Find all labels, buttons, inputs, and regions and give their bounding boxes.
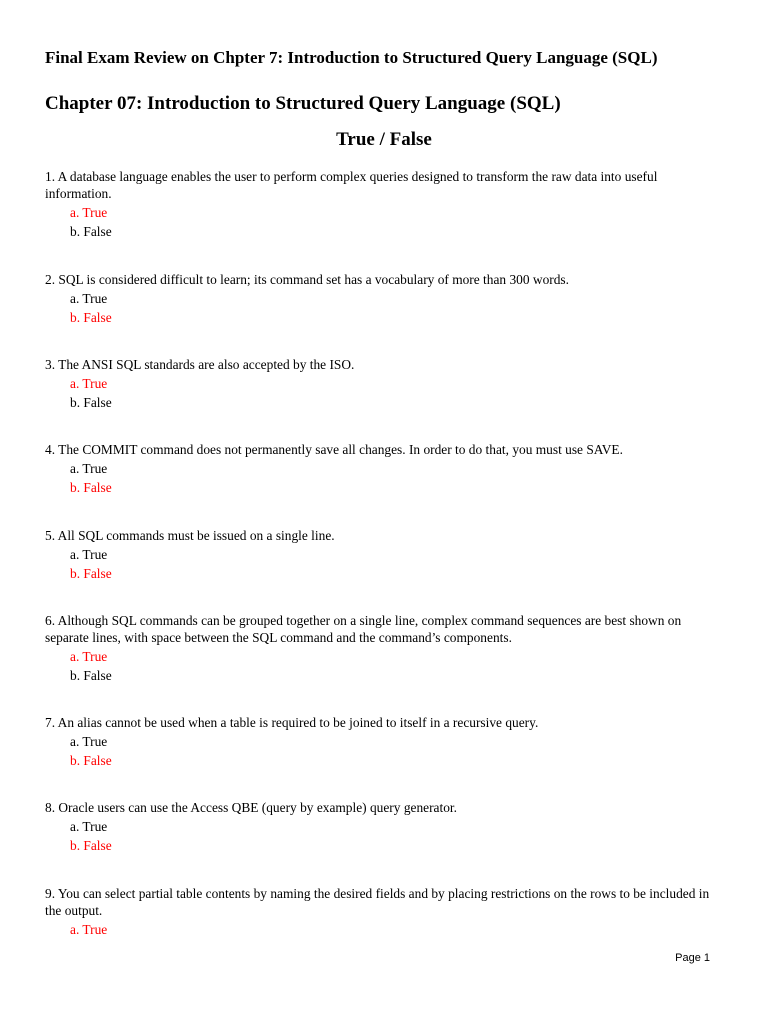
answer-option-false: b. False <box>70 838 112 853</box>
answer-option-false: b. False <box>70 224 112 239</box>
answer-option-false: b. False <box>70 480 112 495</box>
answer-option-true: a. True <box>70 291 108 306</box>
question-text: 3. The ANSI SQL standards are also accepted by the ISO. <box>45 357 355 372</box>
answer-option-false: b. False <box>70 566 112 581</box>
question-item <box>45 885 717 938</box>
page-number: Page 1 <box>675 952 710 964</box>
answer-option-true: a. True <box>70 819 108 834</box>
section-title: True / False <box>336 129 432 150</box>
question-text: 2. SQL is considered difficult to learn; its command set has a vocabulary of more than 300 words. <box>45 272 569 287</box>
document-title: Final Exam Review on Chpter 7: Introduction to Structured Query Language (SQL) <box>45 48 658 67</box>
chapter-title: Chapter 07: Introduction to Structured Query Language (SQL) <box>45 93 561 114</box>
question-text: 5. All SQL commands must be issued on a single line. <box>45 528 335 543</box>
answer-option-true: a. True <box>70 547 108 562</box>
question-text: 4. The COMMIT command does not permanently save all changes. In order to do that, you must use SAVE. <box>45 442 623 457</box>
question-item <box>45 356 717 411</box>
question-text: 9. You can select partial table contents by naming the desired fields and by placing restrictions on the rows to be included in the output. <box>45 886 710 918</box>
question-item <box>45 612 717 684</box>
answer-option-true: a. True <box>70 376 108 391</box>
question-item <box>45 271 717 326</box>
answer-option-false: b. False <box>70 395 112 410</box>
question-item <box>45 441 717 496</box>
question-item <box>45 714 717 769</box>
answer-option-false: b. False <box>70 753 112 768</box>
question-item <box>45 527 717 582</box>
question-text: 8. Oracle users can use the Access QBE (query by example) query generator. <box>45 800 457 815</box>
answer-option-true: a. True <box>70 205 108 220</box>
question-text: 6. Although SQL commands can be grouped together on a single line, complex command sequences are best shown on separate lines, with space between the SQL command and the command’s components. <box>45 613 682 645</box>
question-text: 1. A database language enables the user to perform complex queries designed to transform the raw data into useful information. <box>45 169 658 201</box>
question-text: 7. An alias cannot be used when a table is required to be joined to itself in a recursive query. <box>45 715 539 730</box>
question-item <box>45 799 717 854</box>
answer-option-true: a. True <box>70 734 108 749</box>
answer-option-false: b. False <box>70 668 112 683</box>
answer-option-false: b. False <box>70 310 112 325</box>
answer-option-true: a. True <box>70 922 108 937</box>
question-item <box>45 168 717 240</box>
answer-option-true: a. True <box>70 649 108 664</box>
answer-option-true: a. True <box>70 461 108 476</box>
